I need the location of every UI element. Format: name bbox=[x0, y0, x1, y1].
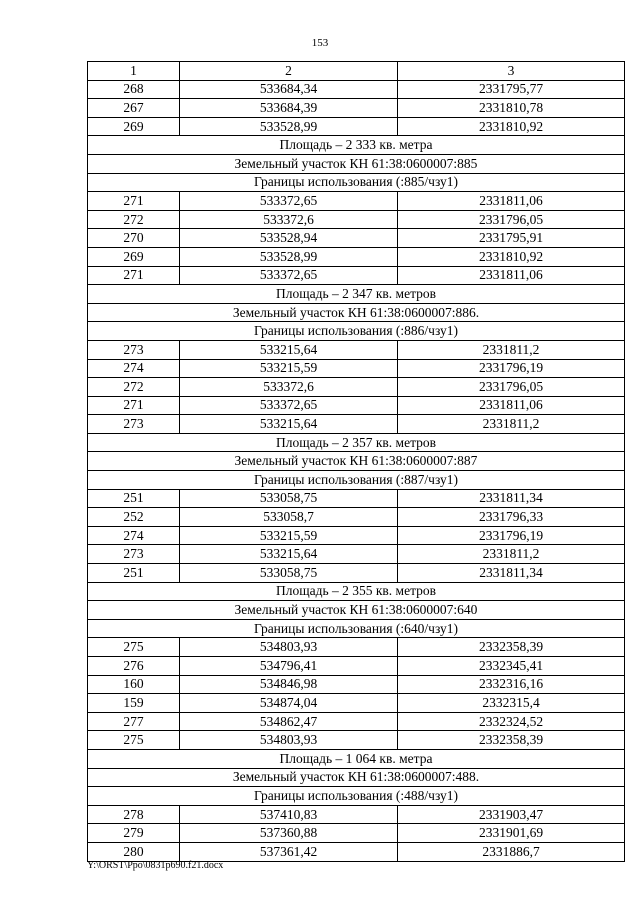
point-number: 252 bbox=[88, 508, 180, 527]
x-coordinate: 533372,6 bbox=[180, 378, 398, 397]
y-coordinate: 2331811,2 bbox=[398, 545, 625, 564]
x-coordinate: 534846,98 bbox=[180, 675, 398, 694]
table-row bbox=[88, 842, 625, 861]
x-coordinate: 533372,65 bbox=[180, 396, 398, 415]
y-coordinate: 2331796,05 bbox=[398, 210, 625, 229]
x-coordinate: 533215,64 bbox=[180, 340, 398, 359]
y-coordinate: 2331811,2 bbox=[398, 340, 625, 359]
table-row bbox=[88, 489, 625, 508]
point-number: 160 bbox=[88, 675, 180, 694]
y-coordinate: 2332316,16 bbox=[398, 675, 625, 694]
point-number: 251 bbox=[88, 489, 180, 508]
x-coordinate: 533528,99 bbox=[180, 117, 398, 136]
section-label: Земельный участок КН 61:38:0600007:488. bbox=[88, 768, 625, 787]
section-label: Площадь – 2 355 кв. метров bbox=[88, 582, 625, 601]
point-number: 278 bbox=[88, 805, 180, 824]
x-coordinate: 533058,75 bbox=[180, 489, 398, 508]
table-row bbox=[88, 210, 625, 229]
y-coordinate: 2332315,4 bbox=[398, 694, 625, 713]
table-row bbox=[88, 340, 625, 359]
y-coordinate: 2331811,06 bbox=[398, 192, 625, 211]
table-row bbox=[88, 378, 625, 397]
point-number: 274 bbox=[88, 359, 180, 378]
x-coordinate: 534862,47 bbox=[180, 712, 398, 731]
column-header-y: 3 bbox=[398, 62, 625, 81]
point-number: 277 bbox=[88, 712, 180, 731]
section-label: Площадь – 1 064 кв. метра bbox=[88, 749, 625, 768]
column-header-point: 1 bbox=[88, 62, 180, 81]
point-number: 269 bbox=[88, 247, 180, 266]
table-row bbox=[88, 824, 625, 843]
table-row bbox=[88, 675, 625, 694]
section-label: Границы использования (:640/чзу1) bbox=[88, 619, 625, 638]
section-label: Земельный участок КН 61:38:0600007:886. bbox=[88, 303, 625, 322]
table-row bbox=[88, 396, 625, 415]
section-label: Площадь – 2 333 кв. метра bbox=[88, 136, 625, 155]
point-number: 275 bbox=[88, 731, 180, 750]
point-number: 275 bbox=[88, 638, 180, 657]
column-header-x: 2 bbox=[180, 62, 398, 81]
y-coordinate: 2331796,19 bbox=[398, 359, 625, 378]
section-row bbox=[88, 322, 625, 341]
y-coordinate: 2331811,06 bbox=[398, 266, 625, 285]
y-coordinate: 2331796,05 bbox=[398, 378, 625, 397]
table-row bbox=[88, 526, 625, 545]
y-coordinate: 2331811,06 bbox=[398, 396, 625, 415]
x-coordinate: 533372,65 bbox=[180, 266, 398, 285]
point-number: 279 bbox=[88, 824, 180, 843]
section-row bbox=[88, 136, 625, 155]
table-row bbox=[88, 99, 625, 118]
point-number: 272 bbox=[88, 378, 180, 397]
x-coordinate: 537361,42 bbox=[180, 842, 398, 861]
table-row bbox=[88, 564, 625, 583]
x-coordinate: 533528,94 bbox=[180, 229, 398, 248]
section-row bbox=[88, 768, 625, 787]
point-number: 159 bbox=[88, 694, 180, 713]
x-coordinate: 534803,93 bbox=[180, 731, 398, 750]
point-number: 273 bbox=[88, 415, 180, 434]
point-number: 271 bbox=[88, 192, 180, 211]
y-coordinate: 2331811,2 bbox=[398, 415, 625, 434]
table-row bbox=[88, 192, 625, 211]
point-number: 274 bbox=[88, 526, 180, 545]
table-row bbox=[88, 731, 625, 750]
point-number: 270 bbox=[88, 229, 180, 248]
point-number: 268 bbox=[88, 80, 180, 99]
section-label: Границы использования (:886/чзу1) bbox=[88, 322, 625, 341]
section-label: Площадь – 2 347 кв. метров bbox=[88, 285, 625, 304]
y-coordinate: 2332358,39 bbox=[398, 638, 625, 657]
x-coordinate: 534803,93 bbox=[180, 638, 398, 657]
point-number: 273 bbox=[88, 340, 180, 359]
section-row bbox=[88, 173, 625, 192]
section-row bbox=[88, 471, 625, 490]
section-row bbox=[88, 619, 625, 638]
table-row bbox=[88, 508, 625, 527]
section-label: Границы использования (:885/чзу1) bbox=[88, 173, 625, 192]
table-row bbox=[88, 805, 625, 824]
coordinates-table bbox=[87, 61, 625, 862]
point-number: 269 bbox=[88, 117, 180, 136]
section-label: Границы использования (:488/чзу1) bbox=[88, 787, 625, 806]
x-coordinate: 533058,7 bbox=[180, 508, 398, 527]
x-coordinate: 534874,04 bbox=[180, 694, 398, 713]
table-row bbox=[88, 545, 625, 564]
y-coordinate: 2331795,77 bbox=[398, 80, 625, 99]
point-number: 267 bbox=[88, 99, 180, 118]
x-coordinate: 533372,6 bbox=[180, 210, 398, 229]
table-row bbox=[88, 80, 625, 99]
x-coordinate: 534796,41 bbox=[180, 657, 398, 676]
x-coordinate: 533528,99 bbox=[180, 247, 398, 266]
y-coordinate: 2331886,7 bbox=[398, 842, 625, 861]
section-row bbox=[88, 285, 625, 304]
x-coordinate: 533684,39 bbox=[180, 99, 398, 118]
y-coordinate: 2331810,92 bbox=[398, 117, 625, 136]
y-coordinate: 2331795,91 bbox=[398, 229, 625, 248]
section-row bbox=[88, 787, 625, 806]
page-number: 153 bbox=[311, 37, 329, 49]
y-coordinate: 2331810,78 bbox=[398, 99, 625, 118]
y-coordinate: 2331811,34 bbox=[398, 564, 625, 583]
table-row bbox=[88, 359, 625, 378]
x-coordinate: 533372,65 bbox=[180, 192, 398, 211]
section-row bbox=[88, 303, 625, 322]
section-label: Границы использования (:887/чзу1) bbox=[88, 471, 625, 490]
section-label: Земельный участок КН 61:38:0600007:885 bbox=[88, 154, 625, 173]
x-coordinate: 533215,64 bbox=[180, 415, 398, 434]
y-coordinate: 2331901,69 bbox=[398, 824, 625, 843]
y-coordinate: 2332358,39 bbox=[398, 731, 625, 750]
x-coordinate: 533058,75 bbox=[180, 564, 398, 583]
point-number: 272 bbox=[88, 210, 180, 229]
y-coordinate: 2331903,47 bbox=[398, 805, 625, 824]
section-label: Земельный участок КН 61:38:0600007:887 bbox=[88, 452, 625, 471]
x-coordinate: 533215,64 bbox=[180, 545, 398, 564]
section-label: Площадь – 2 357 кв. метров bbox=[88, 433, 625, 452]
section-row bbox=[88, 452, 625, 471]
section-row bbox=[88, 433, 625, 452]
point-number: 271 bbox=[88, 396, 180, 415]
y-coordinate: 2331811,34 bbox=[398, 489, 625, 508]
section-row bbox=[88, 154, 625, 173]
point-number: 280 bbox=[88, 842, 180, 861]
point-number: 276 bbox=[88, 657, 180, 676]
section-row bbox=[88, 582, 625, 601]
table-row bbox=[88, 415, 625, 434]
x-coordinate: 537410,83 bbox=[180, 805, 398, 824]
y-coordinate: 2331810,92 bbox=[398, 247, 625, 266]
table-row bbox=[88, 266, 625, 285]
x-coordinate: 537360,88 bbox=[180, 824, 398, 843]
footer-file-path: Y:\ORST\Ppo\0831p690.f21.docx bbox=[87, 860, 224, 871]
point-number: 251 bbox=[88, 564, 180, 583]
point-number: 273 bbox=[88, 545, 180, 564]
table-row bbox=[88, 229, 625, 248]
table-row bbox=[88, 657, 625, 676]
y-coordinate: 2331796,33 bbox=[398, 508, 625, 527]
section-row bbox=[88, 749, 625, 768]
table-row bbox=[88, 638, 625, 657]
x-coordinate: 533215,59 bbox=[180, 526, 398, 545]
y-coordinate: 2332324,52 bbox=[398, 712, 625, 731]
point-number: 271 bbox=[88, 266, 180, 285]
x-coordinate: 533215,59 bbox=[180, 359, 398, 378]
table-row bbox=[88, 117, 625, 136]
table-row bbox=[88, 694, 625, 713]
table-row bbox=[88, 712, 625, 731]
section-label: Земельный участок КН 61:38:0600007:640 bbox=[88, 601, 625, 620]
section-row bbox=[88, 601, 625, 620]
table-body bbox=[88, 80, 625, 861]
x-coordinate: 533684,34 bbox=[180, 80, 398, 99]
table-row bbox=[88, 247, 625, 266]
table-header-row bbox=[88, 62, 625, 81]
y-coordinate: 2331796,19 bbox=[398, 526, 625, 545]
y-coordinate: 2332345,41 bbox=[398, 657, 625, 676]
